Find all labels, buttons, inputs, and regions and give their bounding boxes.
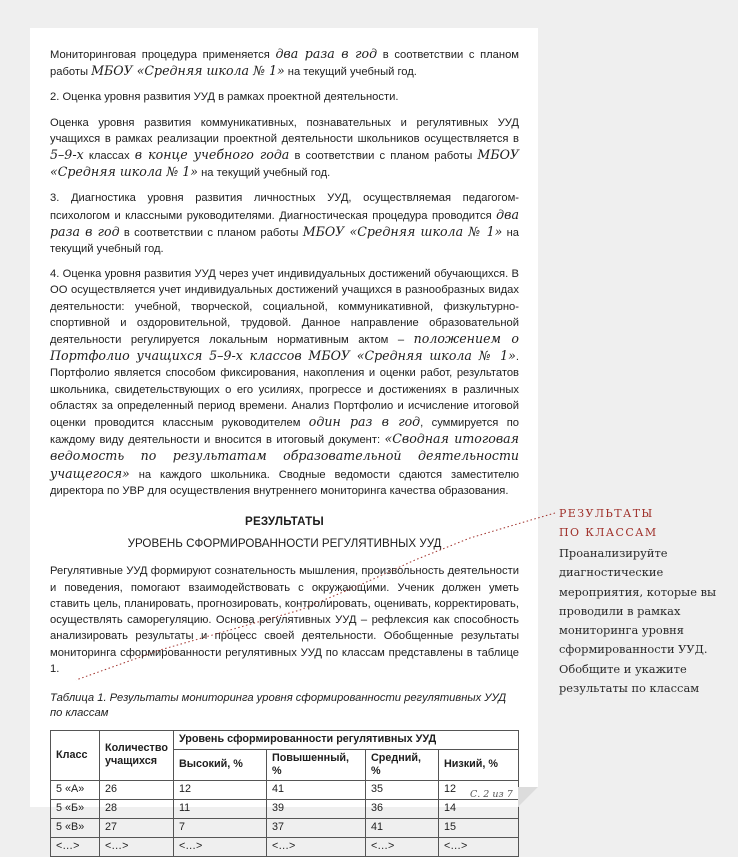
table-cell: 27 [100,818,174,837]
header-count: Количество учащихся [100,730,174,780]
paragraph-text: классах [83,150,135,163]
emphasis-text: МБОУ «Средняя школа № 1» [50,147,519,180]
paragraph-text: 3. Диагностика уровня развития личностных УУД, осуществляемая педагогом-психологом и классными руководителями. Диагностическая процедура проводится [50,192,519,222]
paragraph-text: на текущий учебный год. [198,167,331,180]
table-cell: 5 «В» [51,818,100,837]
table-cell: <…> [100,837,174,856]
results-table [50,730,519,857]
table-cell: 37 [266,818,365,837]
emphasis-text: МБОУ «Средняя школа № 1» [302,223,503,239]
document-page [30,28,538,853]
table-cell: 36 [365,799,438,818]
table-cell: 35 [365,780,438,799]
paragraph-text: 2. Оценка уровня развития УУД в рамках проектной деятельности. [50,91,399,104]
page-corner-fold [518,787,538,807]
table-row [51,799,519,818]
table-caption: Таблица 1. Результаты мониторинга уровня сформированности регулятивных УУД по классам [50,691,507,719]
sidebar-note [559,504,738,698]
paragraph-text: Мониторинговая процедура применяется [50,49,276,61]
paragraph-text: в соответствии с планом работы [289,150,478,163]
table-cell: 11 [173,799,266,818]
table-cell: <…> [438,837,518,856]
header-level-elevated: Повышенный, % [266,749,365,780]
header-level-low: Низкий, % [438,749,518,780]
header-level-high: Высокий, % [173,749,266,780]
page-number: С. 2 из 7 [470,789,513,800]
table-cell: 39 [266,799,365,818]
paragraph-text: на текущий учебный год. [50,226,520,256]
table-row [51,818,519,837]
table-cell: <…> [365,837,438,856]
table-cell: 5 «А» [51,780,100,799]
paragraph-text: в соответствии с планом работы [119,226,303,239]
sidebar-title [559,504,738,542]
emphasis-text: «Сводная итоговая ведомость по результатам образовательной деятельности учащегося» [50,431,519,481]
table-cell: 28 [100,799,174,818]
body-paragraph [50,115,519,182]
table-cell: 26 [100,780,174,799]
results-heading: РЕЗУЛЬТАТЫ [245,515,324,529]
paragraph-text: на каждого школьника. Сводные ведомости сдаются заместителю директора по УВР для осуществления внутреннего мониторинга качества образования. [50,468,519,497]
header-level-medium: Средний, % [365,749,438,780]
paragraph-text: Оценка уровня развития коммуникативных, познавательных и регулятивных УУД учащихся в рамках реализации проектной деятельности школьников осуществляется в [50,116,519,145]
paragraph-text: 4. Оценка уровня развития УУД через учет индивидуальных достижений обучающихся. В ОО осуществляется учет индивидуальных достижений учащихся в разнообразных видах деятельности: учебной, творческой, социальной, коммуникативной, физкультурно-спортивной и оздоровительной, трудовой. Данное направление образовательной деятельности регулируется локальным нормативным актом – [50,268,519,347]
table-cell: <…> [266,837,365,856]
emphasis-text: один раз в год [308,414,421,430]
sidebar-title-line1: РЕЗУЛЬТАТЫ [559,507,654,520]
sidebar-title-line2: ПО КЛАССАМ [559,526,658,539]
table-cell: 5 «Б» [51,799,100,818]
emphasis-text: МБОУ «Средняя школа № 1» [91,63,285,79]
body-paragraph [50,46,519,80]
header-class: Класс [51,730,100,780]
table-cell: <…> [173,837,266,856]
table-cell: 7 [173,818,266,837]
table-body [51,780,519,856]
paragraph-text: в соответствии с планом работы [50,49,519,79]
table-cell: 41 [365,818,438,837]
body-paragraph [50,89,519,105]
emphasis-text: 5–9-х [50,147,84,163]
body-paragraph [50,266,519,499]
emphasis-text: положением о Портфолио учащихся 5–9-х классов МБОУ «Средняя школа № 1» [50,331,519,364]
table-row [51,780,519,799]
results-paragraph: Регулятивные УУД формируют сознательность мышления, произвольность деятельности и поведения, помогают взаимодействовать с окружающими. Ученик должен уметь ставить цель, планировать, прогнозировать, контролировать, оценивать, корректировать, осуществлять саморегуляцию. Основа регулятивных УУД – рефлексия как способность анализировать результаты и процесс своей деятельности. Обобщенные результаты мониторинга сформированности регулятивных УУД по классам представлены в таблице 1. [50,565,519,675]
body-paragraph [50,190,519,257]
paragraph-text: , суммируется по каждому виду деятельности и вносится в итоговый документ: [50,417,519,447]
table-cell: 14 [438,799,518,818]
header-level-group: Уровень сформированности регулятивных УУД [173,730,518,749]
paragraph-text: на текущий учебный год. [284,66,417,79]
body-paragraphs [50,46,519,499]
results-subheading: УРОВЕНЬ СФОРМИРОВАННОСТИ РЕГУЛЯТИВНЫХ УУД [127,537,442,551]
table-row [51,837,519,856]
table-cell: <…> [51,837,100,856]
emphasis-text: в конце учебного года [134,147,290,163]
table-cell: 12 [173,780,266,799]
table-cell: 12 [438,780,518,799]
table-cell: 15 [438,818,518,837]
emphasis-text: два раза в год [275,46,378,61]
page-content [50,46,519,857]
table-cell: 41 [266,780,365,799]
sidebar-text: Проанализируйте диагностические мероприятия, которые вы проводили в рамках мониторинга уровня сформированности УУД. Обобщите и укажите результаты по классам [559,546,717,696]
paragraph-text: . Портфолио является способом фиксирования, накопления и оценки работ, результатов школьника, свидетельствующих о его усилиях, прогрессе и достижениях в различных областях за определенный период времени. Анализ Портфолио и исчисление итоговой оценки проводится классным руководителем [50,351,519,430]
emphasis-text: два раза в год [50,206,519,239]
